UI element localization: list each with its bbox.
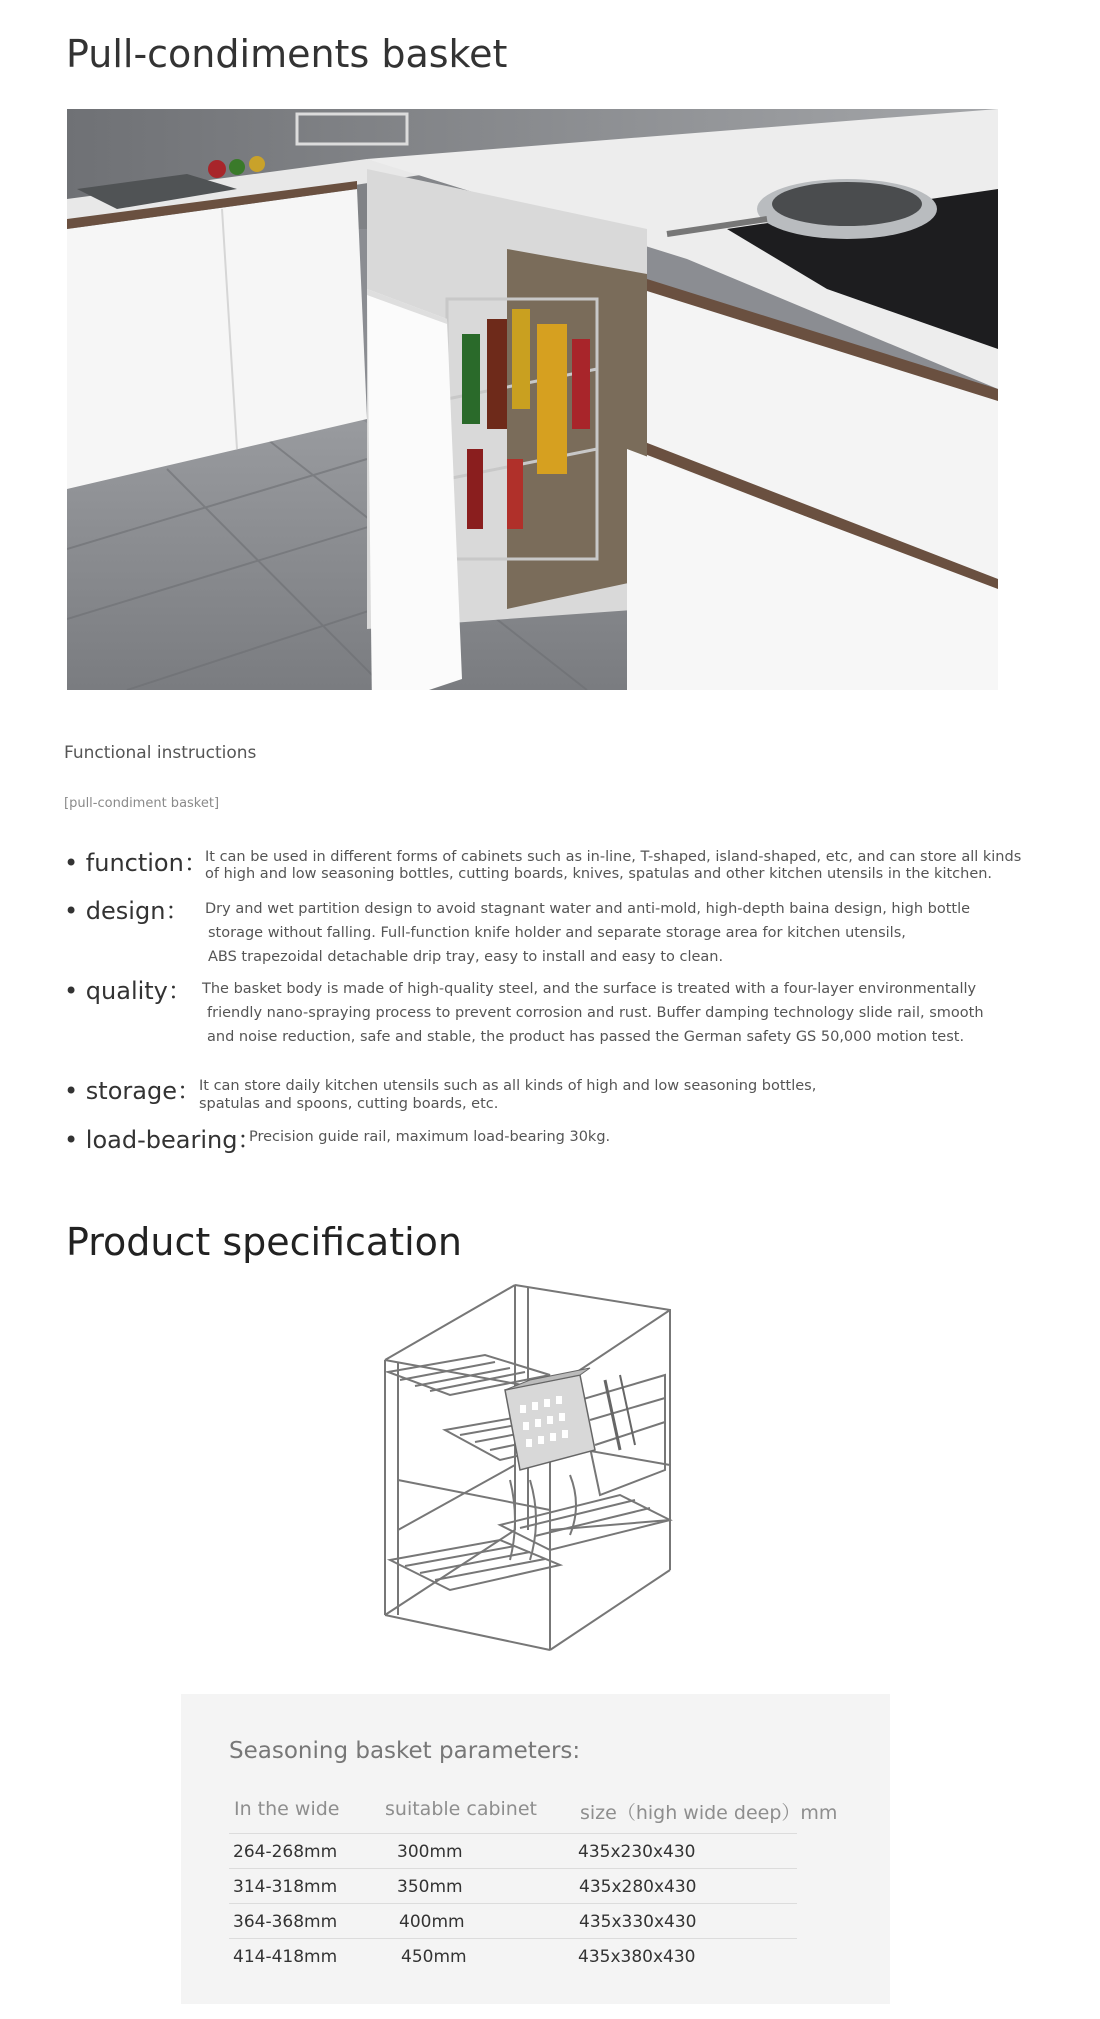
cell-size: 435x330x430 [579, 1912, 697, 1932]
cell-size: 435x230x430 [578, 1842, 696, 1862]
feature-label: • storage： [64, 1077, 201, 1105]
feature-label: • quality： [64, 977, 192, 1005]
feature-line: It can store daily kitchen utensils such as all kinds of high and low seasoning bottles, [199, 1078, 817, 1094]
feature-line: and noise reduction, safe and stable, the product has passed the German safety GS 50,000 motion test. [207, 1029, 965, 1045]
instructions-heading: Functional instructions [64, 743, 257, 763]
spec-title: Product specification [66, 1220, 463, 1264]
table-row [229, 1868, 797, 1904]
feature-text [249, 1125, 610, 1149]
feature-text [205, 849, 1021, 883]
page-title: Pull-condiments basket [66, 32, 508, 76]
cell-size: 435x380x430 [578, 1947, 696, 1967]
table-row [229, 1903, 797, 1939]
feature-text [199, 1077, 816, 1113]
header-in-the-wide: In the wide [234, 1798, 340, 1820]
feature-line: spatulas and spoons, cutting boards, etc. [199, 1096, 499, 1112]
table-row [229, 1938, 797, 1974]
feature-line: It can be used in different forms of cabinets such as in-line, T-shaped, island-shaped, etc, and can store all kinds [205, 849, 1022, 865]
kitchen-product-photo [67, 109, 998, 690]
cell-width: 364-368mm [233, 1912, 338, 1932]
cell-width: 264-268mm [233, 1842, 338, 1862]
feature-line: Dry and wet partition design to avoid stagnant water and anti-mold, high-depth baina design, high bottle [205, 901, 971, 917]
feature-line: ABS trapezoidal detachable drip tray, easy to install and easy to clean. [208, 949, 724, 965]
basket-diagram [380, 1280, 700, 1655]
cell-width: 414-418mm [233, 1947, 338, 1967]
parameters-panel [181, 1694, 890, 2004]
feature-label: • design： [64, 897, 190, 925]
feature-label: • function： [64, 849, 208, 877]
cell-cabinet: 300mm [397, 1842, 463, 1862]
feature-label: • load-bearing： [64, 1126, 262, 1154]
feature-text [202, 977, 984, 1049]
feature-text [205, 897, 970, 969]
cell-size: 435x280x430 [579, 1877, 697, 1897]
feature-line: Precision guide rail, maximum load-bearing 30kg. [249, 1129, 611, 1145]
feature-line: The basket body is made of high-quality steel, and the surface is treated with a four-layer environmentally [202, 981, 977, 997]
parameters-title: Seasoning basket parameters: [229, 1738, 581, 1764]
header-size: size（high wide deep）mm [580, 1802, 838, 1824]
header-suitable-cabinet: suitable cabinet [385, 1798, 537, 1820]
cell-cabinet: 350mm [397, 1877, 463, 1897]
table-row [229, 1833, 797, 1869]
cell-cabinet: 400mm [399, 1912, 465, 1932]
instructions-subheading: [pull-condiment basket] [64, 796, 220, 811]
feature-line: friendly nano-spraying process to prevent corrosion and rust. Buffer damping technology slide rail, smooth [207, 1005, 984, 1021]
cell-cabinet: 450mm [401, 1947, 467, 1967]
feature-line: storage without falling. Full-function knife holder and separate storage area for kitchen utensils, [208, 925, 906, 941]
feature-line: of high and low seasoning bottles, cutting boards, knives, spatulas and other kitchen utensils in the kitchen. [205, 866, 993, 882]
cell-width: 314-318mm [233, 1877, 338, 1897]
